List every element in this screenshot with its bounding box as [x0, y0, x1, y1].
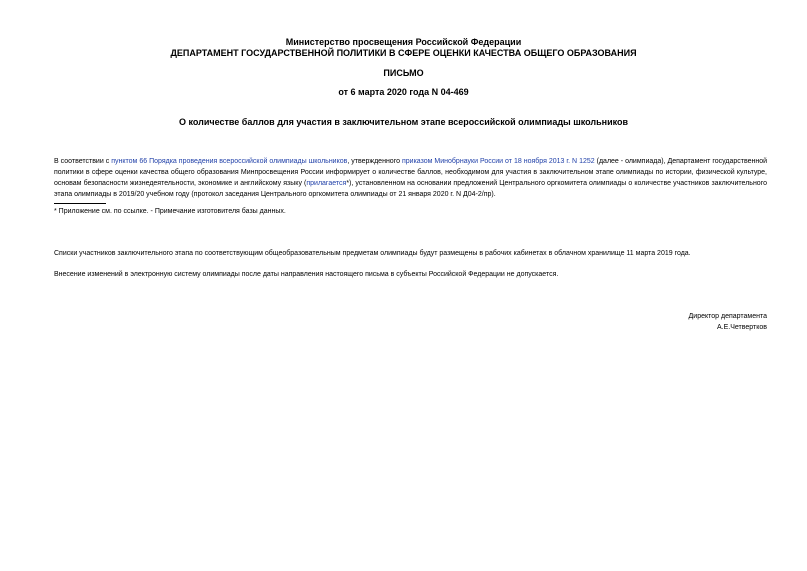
ministry-title: Министерство просвещения Российской Федерации: [285, 37, 522, 47]
signature-role: Директор департамента: [688, 313, 767, 320]
paragraph-changes-prohibited: Внесение изменений в электронную систему олимпиады после даты направления настоящего письма в субъекты Российской Федерации не допускается.: [54, 271, 559, 278]
paragraph-main-text-2: , утвержденного: [347, 158, 402, 165]
document-subject: О количестве баллов для участия в заключительном этапе всероссийской олимпиады школьников: [178, 117, 629, 127]
paragraph-main-text-4: *), установленном на основании предложений Центрального оргкомитета олимпиады о количестве участников заключительного этапа олимпиады в 2019/20 учебном году (протокол заседания Центрального оргкомитета олимпиады от 21 января 2020 г. N Д04-2/пр).: [54, 180, 767, 198]
footnote-divider: [54, 203, 106, 204]
link-attachment[interactable]: прилагается: [306, 180, 347, 187]
paragraph-main-text-1: В соответствии с: [54, 158, 112, 165]
department-title: ДЕПАРТАМЕНТ ГОСУДАРСТВЕННОЙ ПОЛИТИКИ В СФЕРЕ ОЦЕНКИ КАЧЕСТВА ОБЩЕГО ОБРАЗОВАНИЯ: [170, 48, 637, 58]
footnote: * Приложение см. по ссылке. - Примечание изготовителя базы данных.: [54, 208, 286, 215]
paragraph-main-text-3: (далее - олимпиада), Департамент государственной политики в сфере оценки качества общего образования Минпросвещения России информирует о количестве баллов, необходимом для участия в заключительном этапе олимпиады по истории, физической культуре, основам безопасности жизнедеятельности, экономике и английскому языку (: [54, 158, 768, 187]
document-type: ПИСЬМО: [383, 68, 424, 78]
document-date-number: от 6 марта 2020 года N 04-469: [338, 87, 469, 97]
signature-name: А.Е.Четвертков: [717, 324, 767, 331]
link-ministry-order[interactable]: приказом Минобрнауки России от 18 ноября 2013 г. N 1252: [401, 158, 595, 165]
paragraph-main: [54, 156, 767, 200]
paragraph-participants-lists: Списки участников заключительного этапа по соответствующим общеобразовательным предметам олимпиады будут размещены в рабочих кабинетах в облачном хранилище 11 марта 2019 года.: [54, 250, 691, 257]
link-olympiad-procedure[interactable]: пунктом 66 Порядка проведения всероссийской олимпиады школьников: [111, 158, 348, 165]
